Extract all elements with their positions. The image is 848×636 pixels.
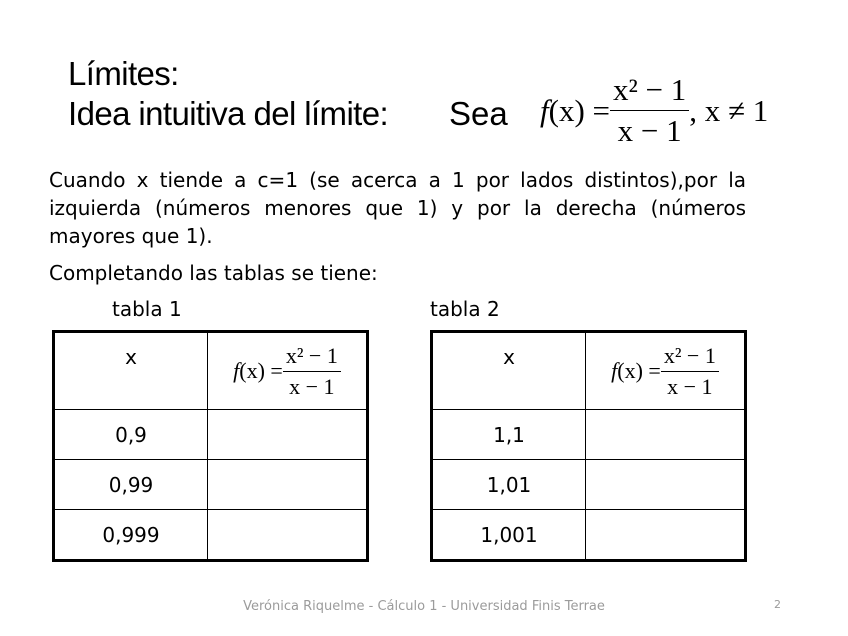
- table2-fx-name: f: [611, 358, 618, 383]
- table2-x-cell: 1,01: [432, 460, 586, 510]
- table-row: [54, 510, 368, 561]
- table1-x-cell: 0,99: [54, 460, 208, 510]
- completing-text: Completando las tablas se tiene:: [49, 261, 378, 285]
- table1-fx-arg: (x) =: [239, 358, 283, 383]
- function-condition: , x ≠ 1: [689, 92, 769, 128]
- values-table-2: [430, 330, 747, 562]
- fraction-numerator: x² − 1: [610, 72, 689, 111]
- table2-fx-denominator: x − 1: [667, 373, 713, 399]
- function-fraction: [610, 72, 689, 149]
- table2-fx-cell[interactable]: [586, 460, 746, 510]
- table1-x-cell: 0,9: [54, 410, 208, 460]
- table1-fx-cell[interactable]: [208, 410, 368, 460]
- table2-fx-cell[interactable]: [586, 410, 746, 460]
- table1-fx-header: [208, 332, 368, 410]
- fraction-denominator: x − 1: [617, 113, 682, 148]
- table1-fx-cell[interactable]: [208, 460, 368, 510]
- function-name: f: [540, 92, 549, 128]
- slide-title: Límites:: [68, 55, 179, 92]
- table-row: [432, 410, 746, 460]
- table-row: [54, 460, 368, 510]
- values-table-1: [52, 330, 369, 562]
- table2-fx-arg: (x) =: [617, 358, 661, 383]
- table1-fx-denominator: x − 1: [289, 373, 335, 399]
- table1-x-cell: 0,999: [54, 510, 208, 561]
- table2-x-header: x: [432, 332, 586, 410]
- table2-x-cell: 1,1: [432, 410, 586, 460]
- table2-fx-numerator: x² − 1: [661, 343, 719, 372]
- table1-fx-numerator: x² − 1: [283, 343, 341, 372]
- sea-label: Sea: [449, 95, 508, 132]
- footer-credit: Verónica Riquelme - Cálculo 1 - Universidad Finis Terrae: [243, 599, 605, 614]
- table1-caption: tabla 1: [112, 297, 182, 321]
- intro-paragraph: Cuando x tiende a c=1 (se acerca a 1 por lados distintos),por la izquierda (números menores que 1) y por la derecha (números mayores que 1).: [49, 168, 746, 248]
- table2-fx-cell[interactable]: [586, 510, 746, 561]
- table-row: [432, 510, 746, 561]
- slide-subtitle: Idea intuitiva del límite:: [68, 95, 389, 132]
- function-definition: [540, 72, 768, 149]
- table-row: [54, 410, 368, 460]
- table1-fx-name: f: [233, 358, 240, 383]
- page-number: 2: [774, 598, 781, 611]
- table2-x-cell: 1,001: [432, 510, 586, 561]
- function-arg: (x) =: [548, 92, 611, 128]
- table-row: [432, 460, 746, 510]
- table2-fx-header: [586, 332, 746, 410]
- table2-caption: tabla 2: [430, 297, 500, 321]
- table1-x-header: x: [54, 332, 208, 410]
- table1-fx-cell[interactable]: [208, 510, 368, 561]
